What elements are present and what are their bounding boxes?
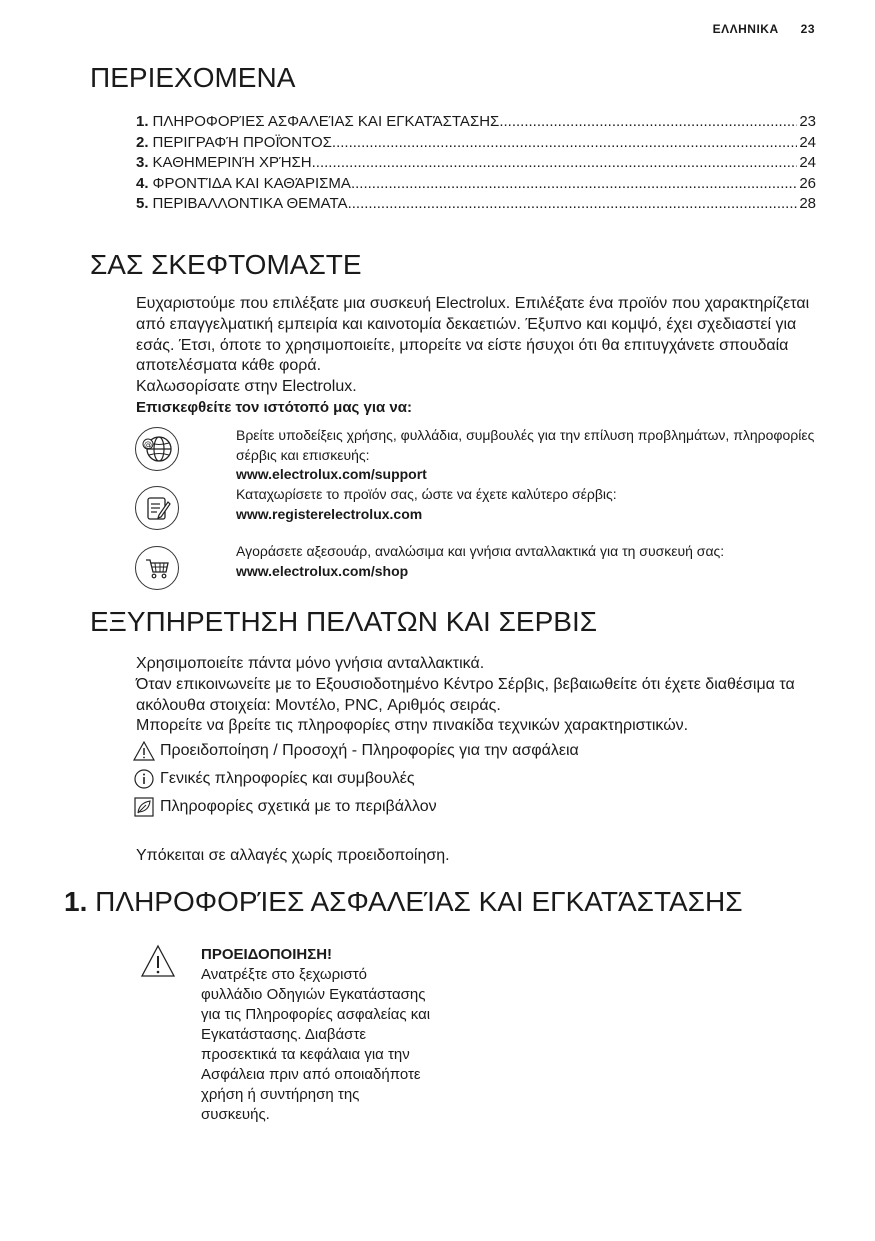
toc-item[interactable]: 2. ΠΕΡΙΓΡΑΦΉ ΠΡΟΪΌΝΤΟΣ ..... 24 [136,133,816,154]
toc-page: 24 [799,154,816,171]
warning-title: ΠΡΟΕΙΔΟΠΟΙΗΣΗ! [201,946,333,963]
support-link-block [236,426,826,485]
warning-icon [133,741,155,761]
thinking-paragraph [136,294,826,419]
support-description: Βρείτε υποδείξεις χρήσης, φυλλάδια, συμβουλές για την επίλυση προβλημάτων, πληροφορίες σέρβις και επισκευής: [236,427,815,463]
note-warning-text: Προειδοποίηση / Προσοχή - Πληροφορίες για την ασφάλεια [160,742,579,759]
service-line-2: Όταν επικοινωνείτε με το Εξουσιοδοτημένο Κέντρο Σέρβις, βεβαιωθείτε ότι έχετε διαθέσιμα τα ακόλουθα στοιχεία: Μοντέλο, PNC, Αριθμός σειράς. [136,675,795,714]
service-paragraph [136,654,811,737]
register-description: Καταχωρίσετε το προϊόν σας, ώστε να έχετε καλύτερο σέρβις: [236,486,617,502]
toc-item[interactable]: 1. ΠΛΗΡΟΦΟΡΊΕΣ ΑΣΦΑΛΕΊΑΣ ΚΑΙ ΕΓΚΑΤΆΣΤΑΣΗΣ ..... 23 [136,112,816,133]
toc-label: ΦΡΟΝΤΊΔΑ ΚΑΙ ΚΑΘΆΡΙΣΜΑ [152,174,351,192]
section-1-heading [64,886,743,918]
note-environment [133,797,437,817]
register-link-block [236,485,826,524]
note-info-text: Γενικές πληροφορίες και συμβουλές [160,770,415,787]
disclaimer: Υπόκειται σε αλλαγές χωρίς προειδοποίηση. [136,847,450,864]
toc-label: ΚΑΘΗΜΕΡΙΝΉ ΧΡΉΣΗ [152,154,312,171]
shop-link-block [236,542,826,581]
toc-item[interactable]: 4. ΦΡΟΝΤΊΔΑ ΚΑΙ ΚΑΘΆΡΙΣΜΑ ..... 26 [136,174,816,195]
toc-label: ΠΕΡΙΓΡΑΦΉ ΠΡΟΪΌΝΤΟΣ [152,133,332,151]
leaf-icon [133,797,155,817]
language-label: ΕΛΛΗΝΙΚΑ [712,22,779,36]
svg-text:@: @ [144,440,152,449]
shop-description: Αγοράσετε αξεσουάρ, αναλώσιμα και γνήσια ανταλλακτικά για τη συσκευή σας: [236,543,725,559]
globe-icon [135,427,179,471]
intro-text: Ευχαριστούμε που επιλέξατε μια συσκευή Electrolux. Επιλέξατε ένα προϊόν που χαρακτηρίζεται από επαγγελματική εμπειρία και καινοτομία δεκαετιών. Έξυπνο και κομψό, έχει σχεδιαστεί για εσάς. Έτσι, όποτε το χρησιμοποιείτε, μπορείτε να είστε ήσυχοι ότι θα επιτυγχάνετε σπουδαία αποτελέσματα κάθε φορά. [136,295,810,375]
toc-label: ΠΕΡΙΒΑΛΛΟΝΤΙΚΑ ΘΕΜΑΤΑ [152,195,348,212]
toc-item[interactable]: 3. ΚΑΘΗΜΕΡΙΝΉ ΧΡΉΣΗ ..... 24 [136,153,816,174]
service-line-3: Μπορείτε να βρείτε τις πληροφορίες στην πινακίδα τεχνικών χαρακτηριστικών. [136,717,689,735]
toc-page: 28 [799,195,816,212]
shop-link[interactable]: www.electrolux.com/shop [236,562,409,579]
register-icon [135,486,179,530]
page-header [713,22,815,36]
cart-icon [135,546,179,590]
support-link[interactable]: www.electrolux.com/support [236,466,427,482]
note-warning [133,741,579,761]
service-line-1: Χρησιμοποιείτε πάντα μόνο γνήσια ανταλλακτικά. [136,655,485,672]
contents-title: ΠΕΡΙΕΧΟΜΕΝΑ [90,62,296,93]
warning-icon [140,944,176,983]
toc-item[interactable]: 5. ΠΕΡΙΒΑΛΛΟΝΤΙΚΑ ΘΕΜΑΤΑ ..... 28 [136,194,816,215]
section-1-title: ΠΛΗΡΟΦΟΡΊΕΣ ΑΣΦΑΛΕΊΑΣ ΚΑΙ ΕΓΚΑΤΆΣΤΑΣΗΣ [95,886,743,917]
toc-page: 26 [799,174,816,192]
thinking-title: ΣΑΣ ΣΚΕΦΤΟΜΑΣΤΕ [90,249,362,280]
visit-text: Επισκεφθείτε τον ιστότοπό μας για να: [136,398,412,416]
warning-body: Ανατρέξτε στο ξεχωριστό φυλλάδιο Οδηγιών Εγκατάστασης για τις Πληροφορίες ασφαλείας και Εγκατάστασης. Διαβάστε προσεκτικά τα κεφάλαια για την Ασφάλεια πριν από οποιαδήποτε χρήση ή συντήρηση της συσκευής. [201,966,431,1123]
register-link[interactable]: www.registerelectrolux.com [236,505,423,522]
info-icon [133,769,155,789]
toc-page: 24 [799,133,816,151]
note-environment-text: Πληροφορίες σχετικά με το περιβάλλον [160,798,437,815]
note-info [133,769,415,789]
toc-label: ΠΛΗΡΟΦΟΡΊΕΣ ΑΣΦΑΛΕΊΑΣ ΚΑΙ ΕΓΚΑΤΆΣΤΑΣΗΣ [152,113,500,130]
safety-warning [201,945,431,1125]
service-title: ΕΞΥΠΗΡΕΤΗΣΗ ΠΕΛΑΤΩΝ ΚΑΙ ΣΕΡΒΙΣ [90,606,598,637]
welcome-text: Καλωσορίσατε στην Electrolux. [136,378,357,396]
section-1-number: 1. [64,886,88,917]
page-number: 23 [800,22,815,36]
table-of-contents [136,112,816,215]
toc-page: 23 [799,113,816,130]
